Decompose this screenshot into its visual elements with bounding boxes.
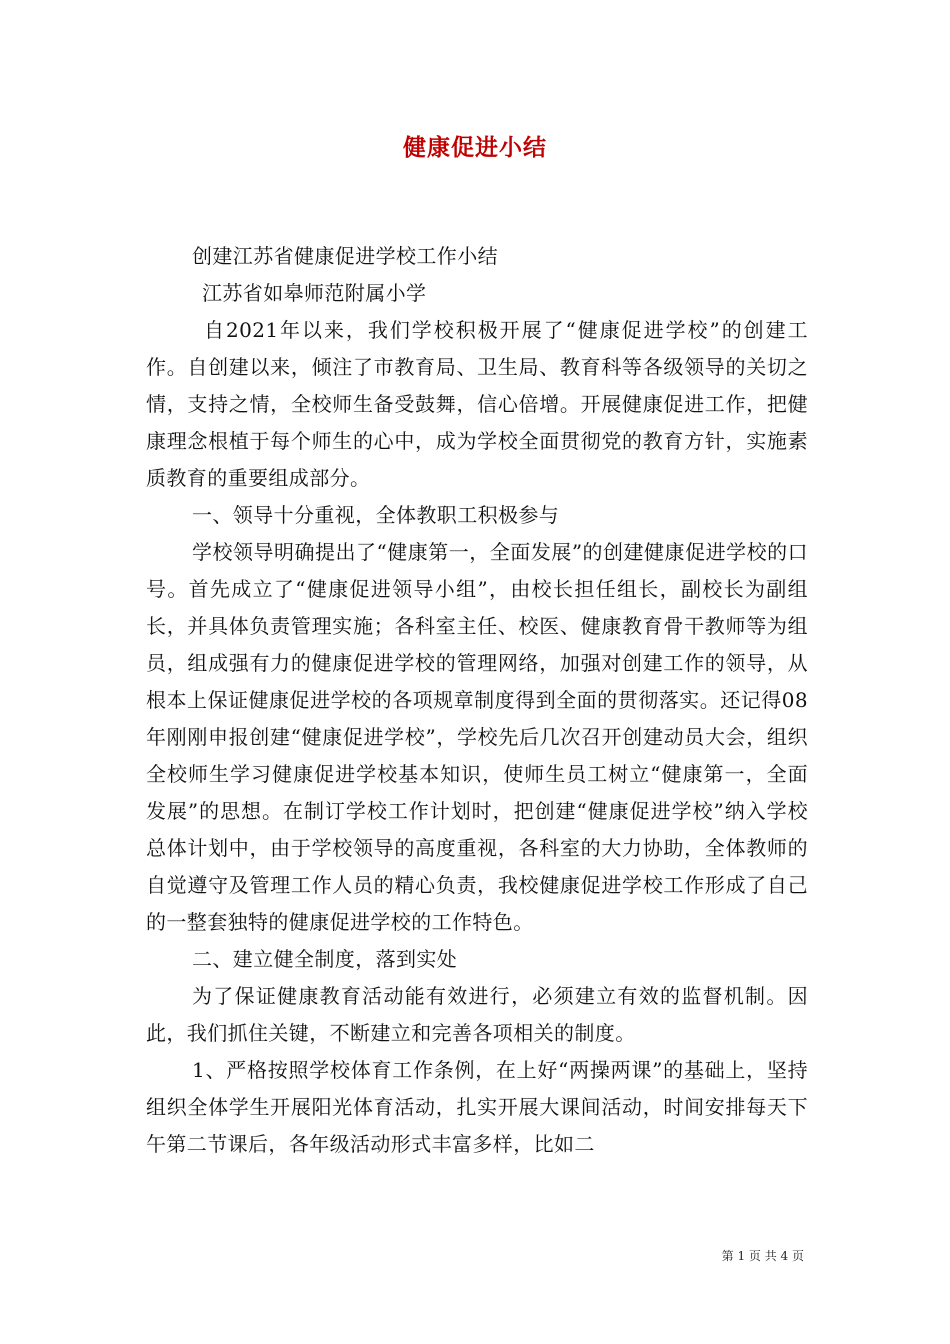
document-title: 健康促进小结	[403, 134, 547, 161]
paragraph-school-name: 江苏省如皋师范附属小学	[202, 281, 427, 305]
document-body	[146, 238, 808, 1163]
paragraph-intro: 自2021年以来，我们学校积极开展了“健康促进学校”的创建工作。自创建以来，倾注了市教育局、卫生局、教育科等各级领导的关切之情，支持之情，全校师生备受鼓舞，信心倍增。开展健康促进工作，把健康理念根植于每个师生的心中，成为学校全面贯彻党的教育方针，实施素质教育的重要组成部分。	[146, 318, 808, 490]
paragraph-item-1: 1、严格按照学校体育工作条例，在上好“两操两课”的基础上，坚持组织全体学生开展阳光体育活动，扎实开展大课间活动，时间安排每天下午第二节课后，各年级活动形式丰富多样，比如二	[146, 1058, 808, 1156]
paragraph-subtitle: 创建江苏省健康促进学校工作小结	[192, 244, 498, 268]
paragraph-system: 为了保证健康教育活动能有效进行，必须建立有效的监督机制。因此，我们抓住关键，不断建立和完善各项相关的制度。	[146, 984, 808, 1045]
section-heading-system: 二、建立健全制度，落到实处	[192, 947, 458, 971]
section-heading-leadership: 一、领导十分重视，全体教职工积极参与	[192, 503, 560, 527]
paragraph-leadership: 学校领导明确提出了“健康第一，全面发展”的创建健康促进学校的口号。首先成立了“健康促进领导小组”，由校长担任组长，副校长为副组长，并具体负责管理实施；各科室主任、校医、健康教育骨干教师等为组员，组成强有力的健康促进学校的管理网络，加强对创建工作的领导，从根本上保证健康促进学校的各项规章制度得到全面的贯彻落实。还记得08年刚刚申报创建“健康促进学校”，学校先后几次召开创建动员大会，组织全校师生学习健康促进学校基本知识，使师生员工树立“健康第一，全面发展”的思想。在制订学校工作计划时，把创建“健康促进学校”纳入学校总体计划中，由于学校领导的高度重视，各科室的大力协助，全体教师的自觉遵守及管理工作人员的精心负责，我校健康促进学校工作形成了自己的一整套独特的健康促进学校的工作特色。	[146, 540, 808, 934]
page-number: 第 1 页 共 4 页	[721, 1249, 804, 1263]
